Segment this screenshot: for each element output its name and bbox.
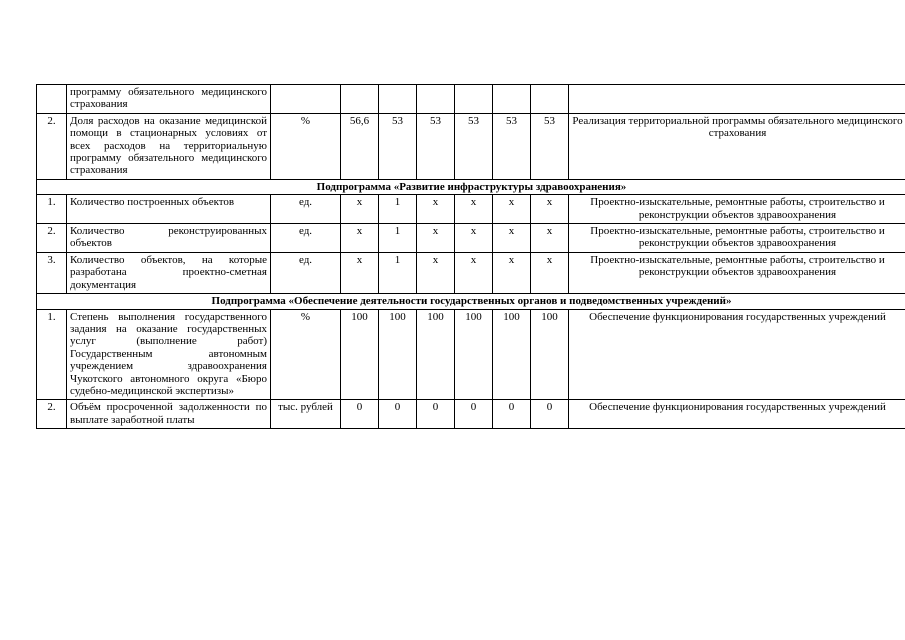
indicator-name-cell: Доля расходов на оказание медицинской помощи в стационарных условиях от всех расходов на территориальную программу обязательного медицинского страхования <box>67 113 271 179</box>
value-cell: х <box>455 252 493 293</box>
table-row <box>37 85 905 114</box>
source-cell: Проектно-изыскательные, ремонтные работы, строительство и реконструкции объектов здравоохранения <box>569 195 905 224</box>
value-cell: 100 <box>341 309 379 400</box>
indicator-name-cell: Количество построенных объектов <box>67 195 271 224</box>
value-cell: 53 <box>493 113 531 179</box>
table-row <box>37 195 905 224</box>
value-cell <box>493 85 531 114</box>
value-cell: 1 <box>379 252 417 293</box>
subprogram-title: Подпрограмма «Обеспечение деятельности государственных органов и подведомственных учреждений» <box>37 294 905 309</box>
value-cell <box>341 85 379 114</box>
row-number-cell: 2. <box>37 113 67 179</box>
value-cell: х <box>341 252 379 293</box>
indicator-name-cell: Объём просроченной задолженности по выплате заработной платы <box>67 400 271 429</box>
value-cell: х <box>493 224 531 253</box>
source-cell: Реализация территориальной программы обязательного медицинского страхования <box>569 113 905 179</box>
value-cell: 0 <box>341 400 379 429</box>
value-cell <box>455 85 493 114</box>
unit-cell: % <box>271 309 341 400</box>
value-cell: х <box>493 252 531 293</box>
value-cell: х <box>341 224 379 253</box>
value-cell: х <box>531 224 569 253</box>
value-cell: 56,6 <box>341 113 379 179</box>
indicator-name-cell: программу обязательного медицинского страхования <box>67 85 271 114</box>
value-cell: 53 <box>379 113 417 179</box>
unit-cell: тыс. рублей <box>271 400 341 429</box>
unit-cell: ед. <box>271 195 341 224</box>
unit-cell: ед. <box>271 224 341 253</box>
table-row <box>37 113 905 179</box>
unit-cell: % <box>271 113 341 179</box>
value-cell: 53 <box>455 113 493 179</box>
subprogram-header-row <box>37 294 905 309</box>
table-body <box>37 85 905 429</box>
value-cell: х <box>341 195 379 224</box>
value-cell: 0 <box>531 400 569 429</box>
source-cell: Проектно-изыскательные, ремонтные работы, строительство и реконструкции объектов здравоохранения <box>569 224 905 253</box>
row-number-cell <box>37 85 67 114</box>
indicator-name-cell: Количество объектов, на которые разработана проектно-сметная документация <box>67 252 271 293</box>
value-cell: х <box>417 195 455 224</box>
value-cell: 53 <box>417 113 455 179</box>
subprogram-header-row <box>37 179 905 194</box>
value-cell: 1 <box>379 224 417 253</box>
value-cell: 0 <box>417 400 455 429</box>
row-number-cell: 2. <box>37 224 67 253</box>
unit-cell: ед. <box>271 252 341 293</box>
value-cell <box>417 85 455 114</box>
source-cell <box>569 85 905 114</box>
value-cell: 0 <box>493 400 531 429</box>
row-number-cell: 1. <box>37 195 67 224</box>
value-cell: х <box>455 224 493 253</box>
value-cell: 100 <box>417 309 455 400</box>
value-cell: х <box>417 224 455 253</box>
value-cell: х <box>455 195 493 224</box>
source-cell: Обеспечение функционирования государственных учреждений <box>569 309 905 400</box>
table-row <box>37 400 905 429</box>
table-row <box>37 224 905 253</box>
value-cell <box>531 85 569 114</box>
unit-cell <box>271 85 341 114</box>
value-cell <box>379 85 417 114</box>
subprogram-title: Подпрограмма «Развитие инфраструктуры здравоохранения» <box>37 179 905 194</box>
value-cell: 100 <box>455 309 493 400</box>
value-cell: х <box>493 195 531 224</box>
indicators-table <box>36 84 905 429</box>
value-cell: х <box>417 252 455 293</box>
indicator-name-cell: Количество реконструированных объектов <box>67 224 271 253</box>
indicator-name-cell: Степень выполнения государственного задания на оказание государственных услуг (выполнение работ) Государственным автономным учреждением здравоохранения Чукотского автономного округа «Бюро судебно-медицинской экспертизы» <box>67 309 271 400</box>
value-cell: 100 <box>493 309 531 400</box>
source-cell: Обеспечение функционирования государственных учреждений <box>569 400 905 429</box>
table-row <box>37 252 905 293</box>
value-cell: 0 <box>379 400 417 429</box>
value-cell: х <box>531 195 569 224</box>
value-cell: 100 <box>531 309 569 400</box>
value-cell: 53 <box>531 113 569 179</box>
source-cell: Проектно-изыскательные, ремонтные работы, строительство и реконструкции объектов здравоохранения <box>569 252 905 293</box>
row-number-cell: 2. <box>37 400 67 429</box>
value-cell: х <box>531 252 569 293</box>
value-cell: 1 <box>379 195 417 224</box>
row-number-cell: 1. <box>37 309 67 400</box>
table-row <box>37 309 905 400</box>
row-number-cell: 3. <box>37 252 67 293</box>
value-cell: 100 <box>379 309 417 400</box>
value-cell: 0 <box>455 400 493 429</box>
